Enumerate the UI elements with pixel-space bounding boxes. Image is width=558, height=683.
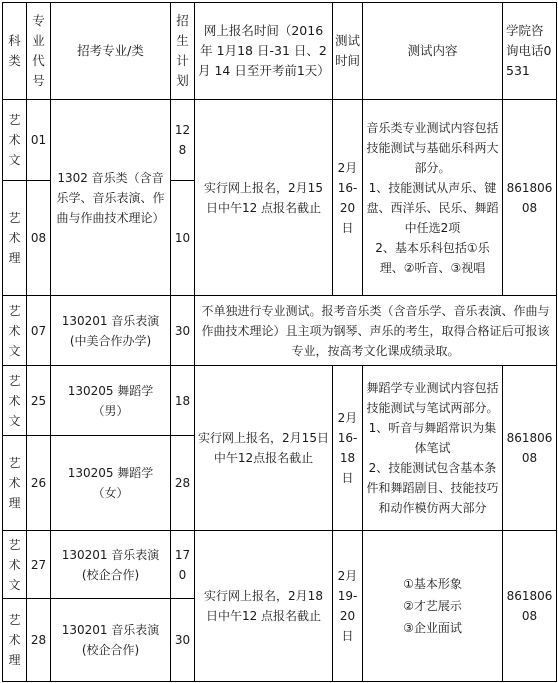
- phone-cell: 86180608: [503, 366, 557, 531]
- plan-cell: 18: [171, 366, 195, 436]
- code-cell: 28: [27, 599, 51, 682]
- category-cell: 艺术理: [3, 599, 27, 682]
- plan-cell: 128: [171, 100, 195, 181]
- header-phone: 学院咨询电话0531: [503, 3, 557, 100]
- major-cell: 130201 音乐表演(中美合作办学): [51, 296, 171, 366]
- content-cell: ①基本形象 ②才艺展示 ③企业面试: [363, 531, 503, 682]
- category-cell: 艺术文: [3, 100, 27, 181]
- major-cell: 130205 舞蹈学（男）: [51, 366, 171, 436]
- header-code: 专业代号: [27, 3, 51, 100]
- code-cell: 07: [27, 296, 51, 366]
- table-row: [3, 366, 557, 436]
- exam-time-cell: 2月16-20日: [333, 100, 363, 296]
- code-cell: 08: [27, 181, 51, 296]
- category-cell: 艺术理: [3, 181, 27, 296]
- reg-time-cell: 实行网上报名，2月18 日中午12 点报名截止: [195, 531, 333, 682]
- header-category: 科类: [3, 3, 27, 100]
- category-cell: 艺术文: [3, 366, 27, 436]
- note-cell: 不单独进行专业测试。报考音乐类（含音乐学、音乐表演、作曲与作曲技术理论）且主项为钢琴、声乐的考生，取得合格证后可报该专业，按高考文化课成绩录取。: [195, 296, 557, 366]
- plan-cell: 30: [171, 296, 195, 366]
- reg-time-cell: 实行网上报名，2月15日中午12点报名截止: [195, 366, 333, 531]
- table-row: [3, 296, 557, 366]
- table-row: [3, 531, 557, 599]
- header-plan: 招生计划: [171, 3, 195, 100]
- major-cell: 130205 舞蹈学（女）: [51, 436, 171, 531]
- content-cell: 舞蹈学专业测试内容包括技能测试与笔试两部分。 1、听音与舞蹈常识为集体笔试 2、技能测试包含基本条件和舞蹈剧目、技能技巧和动作模仿两大部分: [363, 366, 503, 531]
- reg-time-cell: 实行网上报名，2月15 日中午12 点报名截止: [195, 100, 333, 296]
- category-cell: 艺术文: [3, 531, 27, 599]
- phone-cell: 86180608: [503, 100, 557, 296]
- plan-cell: 30: [171, 599, 195, 682]
- major-cell: 130201 音乐表演(校企合作): [51, 599, 171, 682]
- plan-cell: 28: [171, 436, 195, 531]
- category-cell: 艺术文: [3, 296, 27, 366]
- table-row: [3, 100, 557, 181]
- header-row: [3, 3, 557, 100]
- exam-time-cell: 2月19-20日: [333, 531, 363, 682]
- code-cell: 26: [27, 436, 51, 531]
- plan-cell: 170: [171, 531, 195, 599]
- header-major: 招考专业/类: [51, 3, 171, 100]
- header-content: 测试内容: [363, 3, 503, 100]
- major-cell: 1302 音乐类（含音乐学、音乐表演、作曲与作曲技术理论）: [51, 100, 171, 296]
- code-cell: 25: [27, 366, 51, 436]
- content-cell: 音乐类专业测试内容包括技能测试与基础乐科两大部分。 1、技能测试从声乐、键盘、西洋乐、民乐、舞蹈中任选2项 2、基本乐科包括①乐理、②听音、③视唱: [363, 100, 503, 296]
- code-cell: 27: [27, 531, 51, 599]
- header-reg-time: 网上报名时间（2016 年 1月18 日-31 日、2月 14 日至开考前1天）: [195, 3, 333, 100]
- phone-cell: 86180608: [503, 531, 557, 682]
- plan-cell: 10: [171, 181, 195, 296]
- major-cell: 130201 音乐表演(校企合作): [51, 531, 171, 599]
- header-exam-time: 测试时间: [333, 3, 363, 100]
- admissions-table: [2, 2, 557, 682]
- category-cell: 艺术理: [3, 436, 27, 531]
- exam-time-cell: 2月16-18日: [333, 366, 363, 531]
- code-cell: 01: [27, 100, 51, 181]
